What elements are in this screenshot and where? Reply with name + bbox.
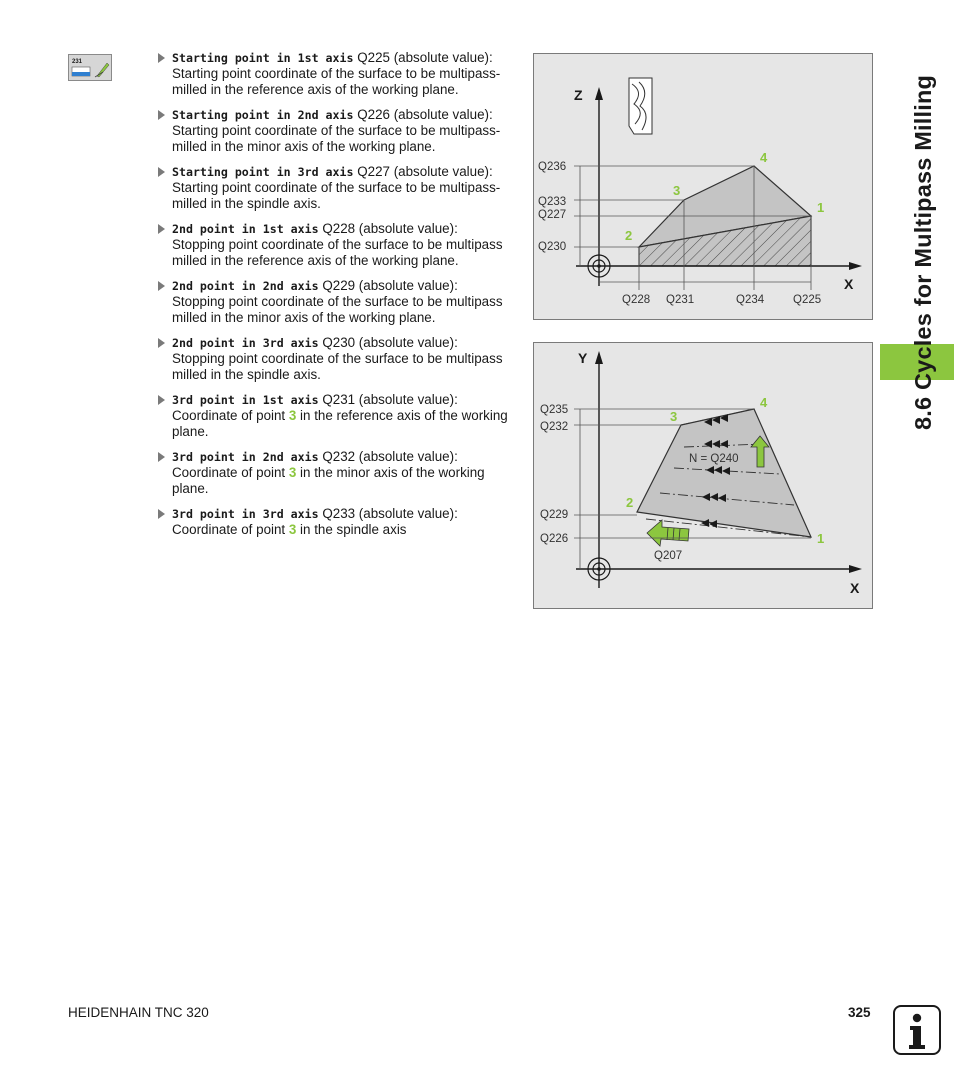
parameter-list	[158, 50, 518, 538]
milling-tool-icon	[629, 78, 652, 134]
param-qref: Q227 (absolute value):	[357, 164, 493, 179]
svg-text:Q227: Q227	[538, 209, 567, 221]
side-view-diagram	[533, 53, 873, 320]
param-name: Starting point in 3rd axis	[172, 165, 354, 179]
chapter-title: 8.6 Cycles for Multipass Milling	[910, 74, 936, 430]
param-q228	[158, 221, 518, 269]
param-qref: Q231 (absolute value):	[322, 392, 458, 407]
param-q226	[158, 107, 518, 155]
svg-text:Q225: Q225	[793, 294, 822, 306]
axis-z-label: Z	[574, 87, 583, 103]
info-icon	[893, 1005, 941, 1055]
svg-text:Q226: Q226	[540, 533, 569, 545]
feed-label: Q207	[654, 550, 683, 562]
point-3-label: 3	[670, 409, 678, 424]
param-q233	[158, 506, 518, 538]
point-4-label: 4	[760, 395, 768, 410]
param-qref: Q229 (absolute value):	[322, 278, 458, 293]
surface-area	[637, 409, 811, 537]
svg-text:Q231: Q231	[666, 294, 695, 306]
bullet-arrow-icon	[158, 281, 165, 291]
point-4-label: 4	[760, 150, 768, 165]
point-1-label: 1	[817, 200, 825, 215]
param-q232	[158, 449, 518, 497]
param-name: 2nd point in 1st axis	[172, 222, 319, 236]
svg-text:Q233: Q233	[538, 196, 567, 208]
point-3-ref: 3	[288, 522, 297, 537]
param-name: Starting point in 2nd axis	[172, 108, 354, 122]
param-description: Coordinate of point 3 in the spindle axis	[172, 522, 407, 537]
param-description: Starting point coordinate of the surface to be multipass-milled in the minor axis of the working plane.	[172, 123, 501, 154]
page-number: 325	[848, 1005, 871, 1020]
bullet-arrow-icon	[158, 167, 165, 177]
bullet-arrow-icon	[158, 452, 165, 462]
param-q230	[158, 335, 518, 383]
point-2-label: 2	[625, 228, 633, 243]
manual-name: HEIDENHAIN TNC 320	[68, 1005, 209, 1020]
param-qref: Q226 (absolute value):	[357, 107, 493, 122]
param-q225	[158, 50, 518, 98]
svg-text:Q229: Q229	[540, 509, 569, 521]
param-q231	[158, 392, 518, 440]
param-name: 2nd point in 2nd axis	[172, 279, 319, 293]
param-qref: Q230 (absolute value):	[322, 335, 458, 350]
axis-y-label: Y	[578, 350, 588, 366]
param-description: Coordinate of point 3 in the reference axis of the working plane.	[172, 408, 508, 439]
param-qref: Q232 (absolute value):	[322, 449, 458, 464]
param-name: 2nd point in 3rd axis	[172, 336, 319, 350]
point-2-label: 2	[626, 495, 634, 510]
svg-text:Q232: Q232	[540, 421, 569, 433]
param-q227	[158, 164, 518, 212]
param-description: Stopping point coordinate of the surface to be multipass milled in the reference axis of the working plane.	[172, 237, 503, 268]
point-3-ref: 3	[288, 408, 297, 423]
param-name: 3rd point in 1st axis	[172, 393, 319, 407]
point-3-ref: 3	[288, 465, 297, 480]
point-1-label: 1	[817, 531, 825, 546]
cycle-231-icon	[68, 54, 112, 81]
bullet-arrow-icon	[158, 338, 165, 348]
svg-text:Q230: Q230	[538, 241, 567, 253]
axis-x-label: X	[850, 580, 860, 596]
svg-text:Q228: Q228	[622, 294, 651, 306]
param-description: Stopping point coordinate of the surface to be multipass milled in the spindle axis.	[172, 351, 503, 382]
param-qref: Q233 (absolute value):	[322, 506, 458, 521]
param-description: Stopping point coordinate of the surface to be multipass milled in the minor axis of the working plane.	[172, 294, 503, 325]
param-name: 3rd point in 3rd axis	[172, 507, 319, 521]
param-q229	[158, 278, 518, 326]
bullet-arrow-icon	[158, 395, 165, 405]
param-description: Starting point coordinate of the surface to be multipass-milled in the spindle axis.	[172, 180, 501, 211]
param-description: Coordinate of point 3 in the minor axis of the working plane.	[172, 465, 485, 496]
feed-arrow-icon	[647, 520, 689, 546]
axis-x-label: X	[844, 276, 854, 292]
svg-text:Q234: Q234	[736, 294, 765, 306]
bullet-arrow-icon	[158, 224, 165, 234]
param-qref: Q225 (absolute value):	[357, 50, 493, 65]
param-name: Starting point in 1st axis	[172, 51, 354, 65]
svg-text:Q236: Q236	[538, 161, 567, 173]
n-label: N = Q240	[689, 453, 739, 465]
top-view-diagram	[533, 342, 873, 609]
param-description: Starting point coordinate of the surface to be multipass-milled in the reference axis of the working plane.	[172, 66, 501, 97]
point-3-label: 3	[673, 183, 681, 198]
bullet-arrow-icon	[158, 53, 165, 63]
bullet-arrow-icon	[158, 509, 165, 519]
param-name: 3rd point in 2nd axis	[172, 450, 319, 464]
bullet-arrow-icon	[158, 110, 165, 120]
param-qref: Q228 (absolute value):	[322, 221, 458, 236]
svg-text:Q235: Q235	[540, 404, 569, 416]
svg-text:231: 231	[72, 59, 83, 65]
